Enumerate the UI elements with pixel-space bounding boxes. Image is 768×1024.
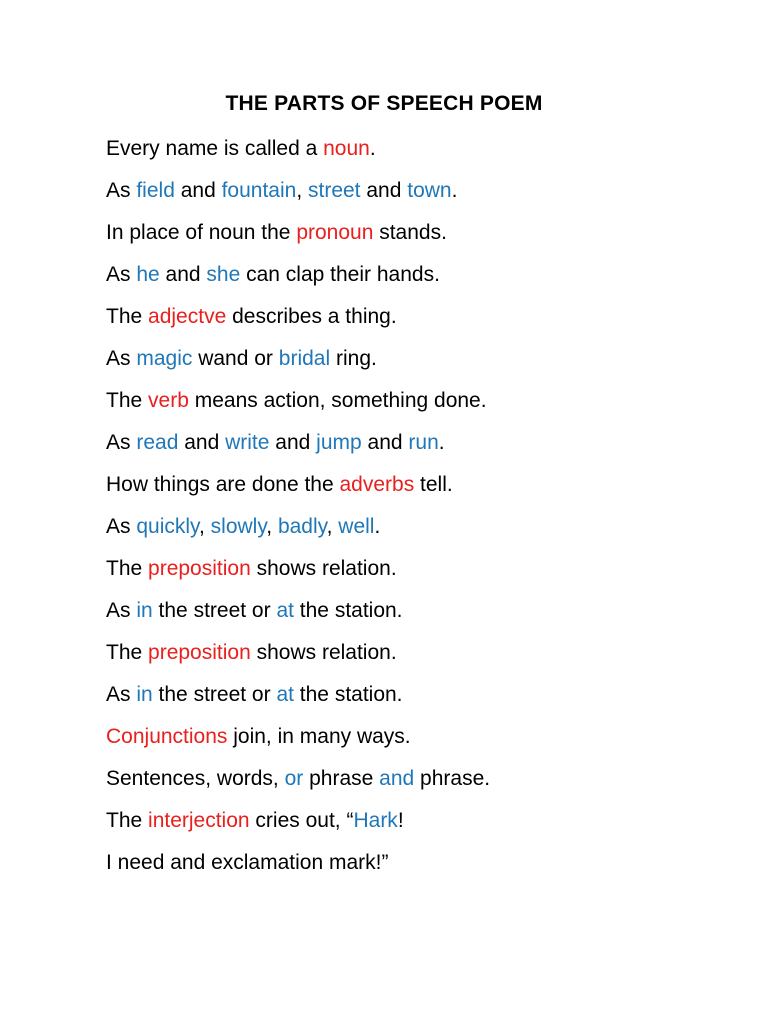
poem-text: the street or xyxy=(152,599,277,622)
example-word: badly xyxy=(277,515,327,538)
example-word: at xyxy=(276,683,294,706)
poem-text: the station. xyxy=(293,683,403,706)
poem-text: I need and exclamation mark!” xyxy=(106,851,389,874)
poem-text: cries out, “ xyxy=(249,809,354,832)
poem-text: . xyxy=(374,515,381,538)
part-of-speech-term: adverbs xyxy=(339,473,415,496)
example-word: she xyxy=(206,263,241,286)
poem-text: the street or xyxy=(152,683,277,706)
poem-text: As xyxy=(106,599,137,622)
part-of-speech-term: Conjunctions xyxy=(106,725,228,748)
part-of-speech-term: verb xyxy=(148,389,189,412)
poem-text: and xyxy=(178,431,226,454)
poem-text: and xyxy=(360,179,408,202)
part-of-speech-term: noun xyxy=(323,137,370,160)
example-word: write xyxy=(225,431,270,454)
poem-text: The xyxy=(106,305,149,328)
poem-text: can clap their hands. xyxy=(240,263,440,286)
example-word: and xyxy=(379,767,415,790)
example-word: read xyxy=(136,431,179,454)
example-word: or xyxy=(284,767,304,790)
example-word: field xyxy=(136,179,175,202)
poem-text: phrase. xyxy=(414,767,491,790)
example-word: street xyxy=(308,179,361,202)
example-word: well xyxy=(338,515,375,538)
poem-body xyxy=(106,134,490,890)
poem-text: Sentences, words, xyxy=(106,767,285,790)
poem-text: . xyxy=(451,179,458,202)
poem-text: wand or xyxy=(192,347,279,370)
poem-text: , xyxy=(198,515,211,538)
poem-line xyxy=(106,722,490,764)
example-word: magic xyxy=(136,347,193,370)
poem-text: ring. xyxy=(330,347,377,370)
poem-text: As xyxy=(106,179,137,202)
poem-text: phrase xyxy=(303,767,380,790)
poem-line xyxy=(106,134,490,176)
poem-text: ! xyxy=(397,809,404,832)
poem-line xyxy=(106,344,490,386)
poem-line xyxy=(106,176,490,218)
poem-text: As xyxy=(106,431,137,454)
poem-line xyxy=(106,638,490,680)
poem-text: and xyxy=(269,431,317,454)
part-of-speech-term: preposition xyxy=(148,557,251,580)
poem-text: The xyxy=(106,557,149,580)
poem-text: The xyxy=(106,809,149,832)
poem-text: , xyxy=(326,515,339,538)
poem-text: stands. xyxy=(373,221,447,244)
example-word: jump xyxy=(316,431,362,454)
poem-line xyxy=(106,554,490,596)
poem-line xyxy=(106,260,490,302)
poem-line xyxy=(106,806,490,848)
example-word: Hark xyxy=(353,809,398,832)
poem-text: . xyxy=(369,137,376,160)
poem-text: As xyxy=(106,347,137,370)
poem-text: shows relation. xyxy=(250,557,397,580)
poem-line xyxy=(106,680,490,722)
part-of-speech-term: interjection xyxy=(148,809,250,832)
poem-text: and xyxy=(174,179,222,202)
poem-text: shows relation. xyxy=(250,641,397,664)
poem-text: and xyxy=(159,263,207,286)
part-of-speech-term: pronoun xyxy=(296,221,374,244)
example-word: fountain xyxy=(221,179,297,202)
example-word: bridal xyxy=(278,347,331,370)
poem-text: As xyxy=(106,683,137,706)
poem-title: THE PARTS OF SPEECH POEM xyxy=(225,92,543,115)
poem-line xyxy=(106,428,490,470)
example-word: town xyxy=(407,179,452,202)
poem-text: tell. xyxy=(414,473,453,496)
poem-text: Every name is called a xyxy=(106,137,324,160)
poem-text: As xyxy=(106,515,137,538)
poem-text: As xyxy=(106,263,137,286)
poem-text: means action, something done. xyxy=(188,389,487,412)
poem-text: How things are done the xyxy=(106,473,340,496)
poem-text: In place of noun the xyxy=(106,221,297,244)
poem-text: The xyxy=(106,389,149,412)
poem-text: . xyxy=(438,431,445,454)
example-word: at xyxy=(276,599,294,622)
example-word: slowly xyxy=(210,515,267,538)
poem-text: describes a thing. xyxy=(226,305,397,328)
poem-line xyxy=(106,386,490,428)
example-word: run xyxy=(408,431,439,454)
part-of-speech-term: adjectve xyxy=(148,305,227,328)
poem-line xyxy=(106,596,490,638)
part-of-speech-term: preposition xyxy=(148,641,251,664)
poem-text: the station. xyxy=(293,599,403,622)
poem-text: , xyxy=(296,179,308,202)
example-word: in xyxy=(136,599,153,622)
poem-text: , xyxy=(266,515,278,538)
example-word: he xyxy=(136,263,160,286)
poem-line xyxy=(106,512,490,554)
poem-line xyxy=(106,302,490,344)
example-word: in xyxy=(136,683,153,706)
poem-text: The xyxy=(106,641,149,664)
poem-line xyxy=(106,764,490,806)
poem-line xyxy=(106,470,490,512)
poem-line xyxy=(106,848,490,890)
poem-text: and xyxy=(361,431,409,454)
poem-text: join, in many ways. xyxy=(227,725,411,748)
poem-line xyxy=(106,218,490,260)
example-word: quickly xyxy=(136,515,199,538)
